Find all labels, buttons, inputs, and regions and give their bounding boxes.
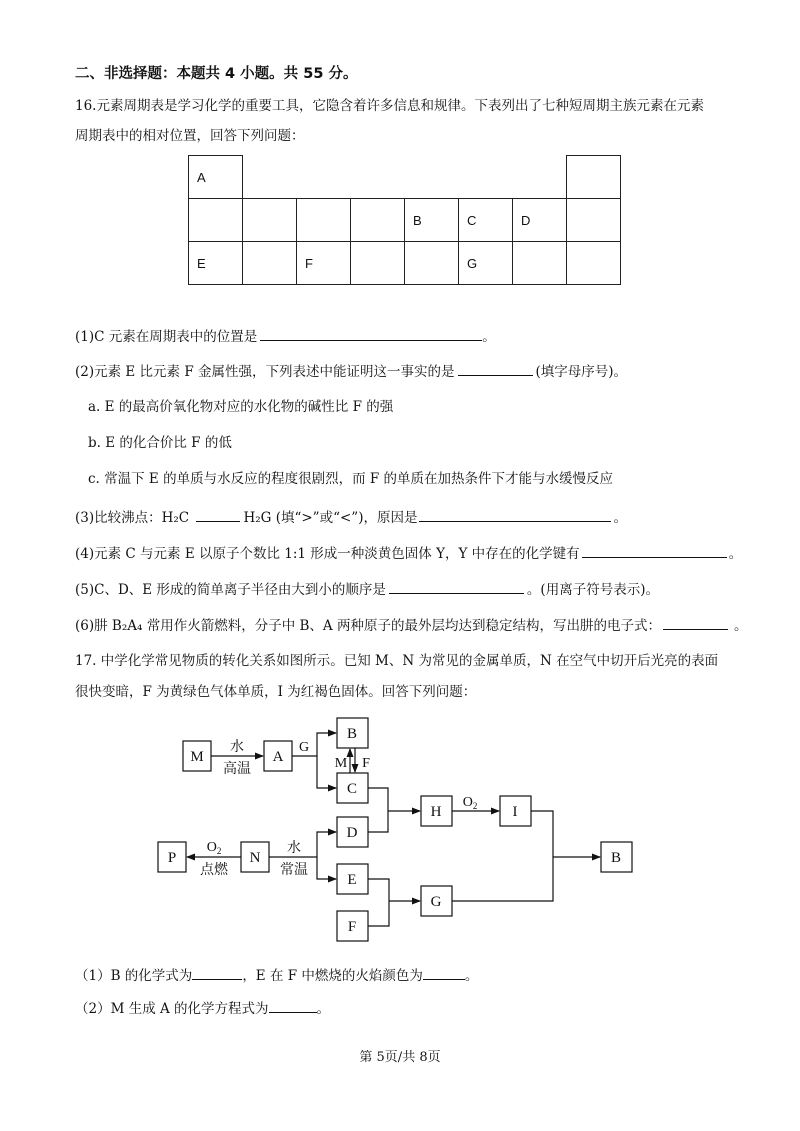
label-B-top: B	[346, 726, 358, 742]
q16-part2-text: (2)元素 E 比元素 F 金属性强，下列表述中能证明这一事实的是	[75, 364, 455, 380]
q17-part1-text-b: ，E 在 F 中燃烧的火焰颜色为	[242, 968, 423, 984]
label-F: F	[347, 919, 357, 935]
label-reagent-G: G	[298, 740, 310, 755]
answer-blank[interactable]	[423, 966, 465, 980]
q17-part1-text-a: （1）B 的化学式为	[75, 968, 193, 984]
arrow-I-G-to-B	[452, 811, 600, 901]
label-N: N	[249, 850, 261, 866]
q17-part2-text-b: 。	[316, 1001, 331, 1017]
q16-part1-text: (1)C 元素在周期表中的位置是	[75, 329, 258, 345]
label-E: E	[347, 872, 357, 888]
q16-intro-line1: 16.元素周期表是学习化学的重要工具，它隐含着许多信息和规律。下表列出了七种短周期主族元素在元素	[75, 98, 704, 114]
label-M: M	[190, 749, 204, 765]
arrow-N-to-E	[317, 857, 336, 879]
q16-intro-line2: 周期表中的相对位置，回答下列问题：	[75, 128, 305, 144]
q16-part4-text: (4)元素 C 与元素 E 以原子个数比 1:1 形成一种淡黄色固体 Y，Y 中存在的化学键有	[75, 546, 580, 562]
label-B-right: B	[610, 850, 622, 866]
q16-option-b: b. E 的化合价比 F 的低	[88, 435, 232, 451]
label-D: D	[346, 825, 358, 841]
q16-part6-end: 。	[733, 618, 748, 634]
label-water-1: 水	[230, 740, 244, 755]
q16-part3-end: 。	[613, 510, 627, 526]
q17-intro-line2: 很快变暗，F 为黄绿色气体单质，I 为红褐色固体。回答下列问题：	[75, 684, 477, 700]
answer-blank[interactable]	[192, 966, 242, 980]
arrow-E-F-to-G	[368, 879, 420, 926]
label-I: I	[512, 804, 518, 820]
cell-C: C	[459, 199, 513, 242]
q17-part2-text-a: （2）M 生成 A 的化学方程式为	[75, 1001, 269, 1017]
q16-part5-end: 。(用离子符号表示)。	[526, 582, 659, 598]
q16-part1-end: 。	[482, 329, 496, 345]
label-reagent-F: F	[362, 756, 370, 771]
section-heading: 二、非选择题：本题共 4 小题。共 55 分。	[75, 66, 358, 82]
label-H: H	[430, 804, 442, 820]
label-room-temp: 常温	[280, 863, 308, 878]
cell-A: A	[189, 156, 243, 199]
label-C: C	[346, 781, 358, 797]
arrow-C-D-to-H	[368, 788, 420, 832]
q16-part3-text: (3)比较沸点：H₂C	[75, 510, 194, 526]
cell-D: D	[513, 199, 567, 242]
label-reagent-M: M	[334, 756, 348, 771]
page-footer: 第 5页/共 8页	[359, 1050, 441, 1065]
label-O2-left: $O_2$	[206, 840, 222, 856]
cell-E: E	[189, 242, 243, 285]
label-ignite: 点燃	[200, 863, 228, 878]
answer-blank[interactable]	[269, 999, 317, 1013]
q17-part1	[75, 966, 478, 985]
q17-part1-text-c: 。	[464, 968, 479, 984]
cell-B: B	[405, 199, 459, 242]
q16-part4-end: 。	[728, 546, 743, 562]
label-A: A	[272, 749, 284, 765]
q16-option-a: a. E 的最高价氧化物对应的水化物的碱性比 F 的强	[88, 399, 394, 415]
q17-part2	[75, 999, 330, 1018]
cell-G: G	[459, 242, 513, 285]
cell-F: F	[297, 242, 351, 285]
q16-part3-mid: H₂G (填“>”或“<”)，原因是	[243, 510, 418, 526]
q16-part2-end: (填字母序号)。	[535, 364, 628, 380]
label-G: G	[430, 894, 442, 910]
label-water-2: 水	[287, 841, 301, 856]
q17-intro-line1: 17. 中学化学常见物质的转化关系如图所示。已知 M、N 为常见的金属单质，N 在空气中切开后光亮的表面	[75, 653, 719, 669]
arrow-N-to-D	[269, 832, 336, 857]
label-O2-top: $O_2$	[462, 795, 478, 811]
q16-option-c: c. 常温下 E 的单质与水反应的程度很剧烈，而 F 的单质在加热条件下才能与水缓慢反应	[88, 471, 614, 487]
arrow-A-to-C	[317, 756, 336, 788]
label-P: P	[167, 850, 177, 866]
q16-part5-text: (5)C、D、E 形成的简单离子半径由大到小的顺序是	[75, 582, 386, 598]
q16-part6-text: (6)肼 B₂A₄ 常用作火箭燃料，分子中 B、A 两种原子的最外层均达到稳定结构，写出肼的电子式：	[75, 618, 661, 634]
label-high-temp: 高温	[223, 762, 251, 777]
